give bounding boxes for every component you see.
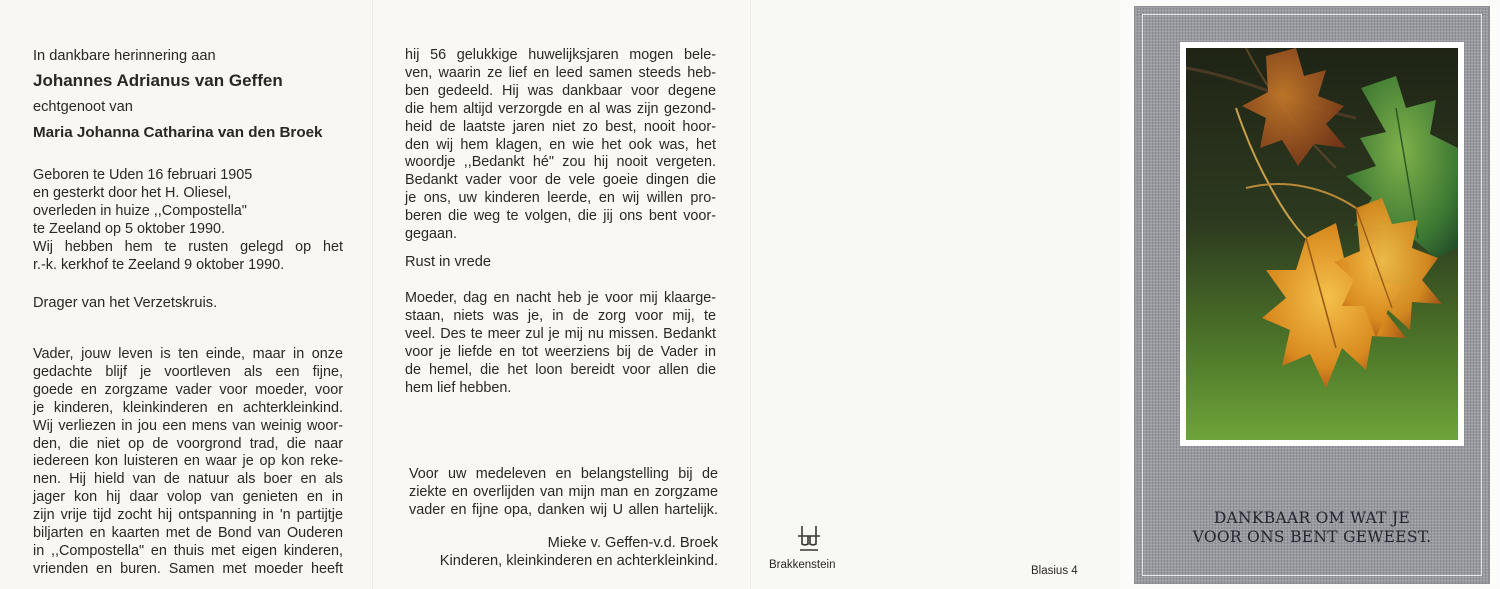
bio-line: Wij hebben hem te rusten gelegd op het <box>33 238 343 255</box>
autumn-leaves-photo <box>1180 42 1464 446</box>
card-background <box>1134 6 1490 584</box>
bio-line: overleden in huize ,,Compostella" <box>33 202 247 219</box>
continued-line: die hem altijd verzorgde en al was zijn gezond- <box>405 100 716 117</box>
decoration-line: Drager van het Verzetskruis. <box>33 295 218 311</box>
text-panel-middle <box>372 0 751 589</box>
continued-line: je ons, uw kinderen leerde, en wij willen pro- <box>405 190 716 207</box>
continued-paragraph <box>405 47 716 244</box>
tribute-line: Wij verliezen in jou een mens van weinig woor- <box>33 417 343 434</box>
bio-line: r.-k. kerkhof te Zeeland 9 oktober 1990. <box>33 256 285 273</box>
tribute-line: jager kon hij daar volop van genieten en in <box>33 489 343 506</box>
bio-line: Geboren te Uden 16 februari 1905 <box>33 167 253 183</box>
mother-line: de hemel, die het loon bereidt voor allen die <box>405 361 716 378</box>
bio-line: en gesterkt door het H. Oliesel, <box>33 184 232 201</box>
continued-line: woordje ,,Bedankt hé" zou hij nooit vergeten. <box>405 154 716 171</box>
card-text-line-2: VOOR ONS BENT GEWEEST. <box>1192 527 1432 546</box>
tribute-line: je kinderen, kleinkinderen en achterkleinkind. <box>33 399 343 416</box>
family-line: Kinderen, kleinkinderen en achterkleinkind. <box>439 553 718 569</box>
tribute-paragraph <box>33 346 343 579</box>
thanks-paragraph <box>409 466 718 520</box>
tribute-line: iedereen kon luisteren en waar je op kon reke- <box>33 453 343 470</box>
thanks-line: vader en fijne opa, danken wij U allen hartelijk. <box>409 501 718 518</box>
mother-line: staan, niets was je, in de zorg voor mij, te <box>405 307 716 324</box>
continued-line: heid de laatste jaren niet zo best, nooit hoor- <box>405 118 716 135</box>
signature: Mieke v. Geffen-v.d. Broek <box>547 535 718 551</box>
mother-line: veel. Des te meer zul je mij nu missen. Bedankt <box>405 325 716 342</box>
brakkenstein-logo-icon <box>791 522 827 558</box>
blank-panel <box>750 0 1121 589</box>
tribute-line: goede en zorgzame vader voor moeder, voor <box>33 381 343 398</box>
biography-paragraph <box>33 167 343 274</box>
publisher-name: Brakkenstein <box>769 559 836 571</box>
tribute-line: Vader, jouw leven is ten einde, maar in onze <box>33 346 343 362</box>
intro-line: In dankbare herinnering aan <box>33 48 216 64</box>
thanks-line: Voor uw medeleven en belangstelling bij de <box>409 466 718 482</box>
spouse-name: Maria Johanna Catharina van den Broek <box>33 124 323 141</box>
mother-line: voor je liefde en tot weerziens bij de Vader in <box>405 343 716 360</box>
tribute-line: biljarten en kaarten met de Bond van Ouderen <box>33 525 343 542</box>
card-code: Blasius 4 <box>1031 565 1078 577</box>
continued-line: hij 56 gelukkige huwelijksjaren mogen bele- <box>405 47 716 63</box>
deceased-name: Johannes Adrianus van Geffen <box>33 71 283 90</box>
continued-line: den wij hem klagen, en wie het ook was, het <box>405 136 716 153</box>
mother-paragraph <box>405 290 716 397</box>
bio-line: te Zeeland op 5 oktober 1990. <box>33 220 226 237</box>
spouse-label: echtgenoot van <box>33 99 133 115</box>
rest-in-peace: Rust in vrede <box>405 254 491 270</box>
continued-line: ven, waarin ze lief en leed samen steeds heb- <box>405 64 716 81</box>
tribute-line: vrienden en buren. Samen met moeder heeft <box>33 560 343 577</box>
card-text-line-1: DANKBAAR OM WAT JE <box>1213 508 1411 527</box>
continued-line: gegaan. <box>405 226 458 243</box>
tribute-line: in ,,Compostella" en thuis met eigen kinderen, <box>33 542 343 559</box>
mother-line: hem lief hebben. <box>405 379 512 396</box>
oak-leaves-image <box>1186 48 1458 440</box>
tribute-line: nen. Hij hield van de natuur als boer en als <box>33 471 343 488</box>
tribute-line: den, die niet op de voorgrond trad, die naar <box>33 435 343 452</box>
mother-line: Moeder, dag en nacht heb je voor mij klaarge- <box>405 290 716 306</box>
continued-line: ben gedeeld. Hij was dankbaar voor degene <box>405 82 716 99</box>
tribute-line: gedachte blijf je voortleven als een fijne, <box>33 363 343 380</box>
tribute-line: zijn vrije tijd zocht hij ontspanning in 'n partijtje <box>33 507 343 524</box>
text-panel-left <box>0 0 372 589</box>
card-front <box>1120 0 1500 589</box>
thanks-line: ziekte en overlijden van mijn man en zorgzame <box>409 483 718 500</box>
continued-line: Bedankt vader voor de vele goeie dingen die <box>405 172 716 189</box>
continued-line: beren die weg te volgen, die jij ons bent voor- <box>405 208 716 225</box>
